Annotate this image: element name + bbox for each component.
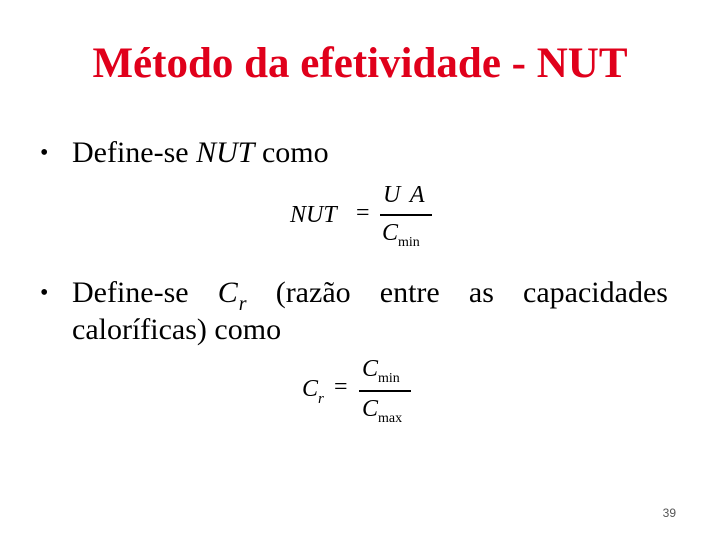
- bullet-2-line-1: [72, 276, 668, 313]
- equation-cr-numerator-sub: min: [378, 371, 400, 386]
- equation-cr-denominator-base: C: [362, 396, 379, 422]
- equation-nut-fraction-bar: [380, 214, 432, 216]
- bullet-2-word-1: Define-se: [72, 276, 189, 309]
- bullet-1-prefix: Define-se: [72, 136, 197, 169]
- equation-nut: [290, 184, 440, 254]
- bullet-2-symbol-base: C: [217, 276, 238, 309]
- equation-cr-denominator-sub: max: [378, 411, 403, 426]
- bullet-2-word-3: entre: [379, 276, 440, 309]
- bullet-1-term: NUT: [196, 136, 255, 169]
- bullet-1: [72, 136, 329, 170]
- equation-cr-denominator: [362, 396, 403, 426]
- equation-nut-numerator: U A: [383, 182, 427, 208]
- bullet-2-line-2: caloríficas) como: [72, 313, 282, 346]
- equation-nut-equals: =: [356, 200, 370, 226]
- bullet-2-word-2: (razão: [275, 276, 351, 309]
- equation-nut-denominator-sub: min: [398, 235, 420, 250]
- equation-cr: [302, 358, 422, 430]
- equation-nut-denominator-base: C: [382, 220, 399, 246]
- equation-cr-numerator-base: C: [362, 356, 379, 382]
- bullet-2: [72, 276, 668, 347]
- bullet-marker-2: •: [40, 280, 49, 306]
- bullet-2-word-5: capacidades: [523, 276, 668, 309]
- equation-cr-fraction-bar: [359, 390, 411, 392]
- bullet-2-symbol-sub: r: [238, 293, 247, 315]
- bullet-marker-1: •: [40, 140, 49, 166]
- bullet-2-symbol: [218, 276, 247, 313]
- bullet-1-suffix: como: [254, 136, 329, 169]
- equation-cr-numerator: [362, 356, 400, 386]
- equation-cr-lhs-sub: r: [318, 391, 324, 407]
- equation-nut-denominator: [382, 220, 420, 250]
- equation-cr-equals: =: [334, 374, 348, 400]
- slide-title: Método da efetividade - NUT: [92, 40, 628, 87]
- bullet-2-word-4: as: [468, 276, 494, 309]
- page-number: 39: [662, 506, 676, 520]
- equation-cr-lhs-base: C: [302, 376, 319, 402]
- equation-nut-lhs: NUT: [290, 202, 337, 228]
- equation-cr-lhs: [302, 376, 324, 407]
